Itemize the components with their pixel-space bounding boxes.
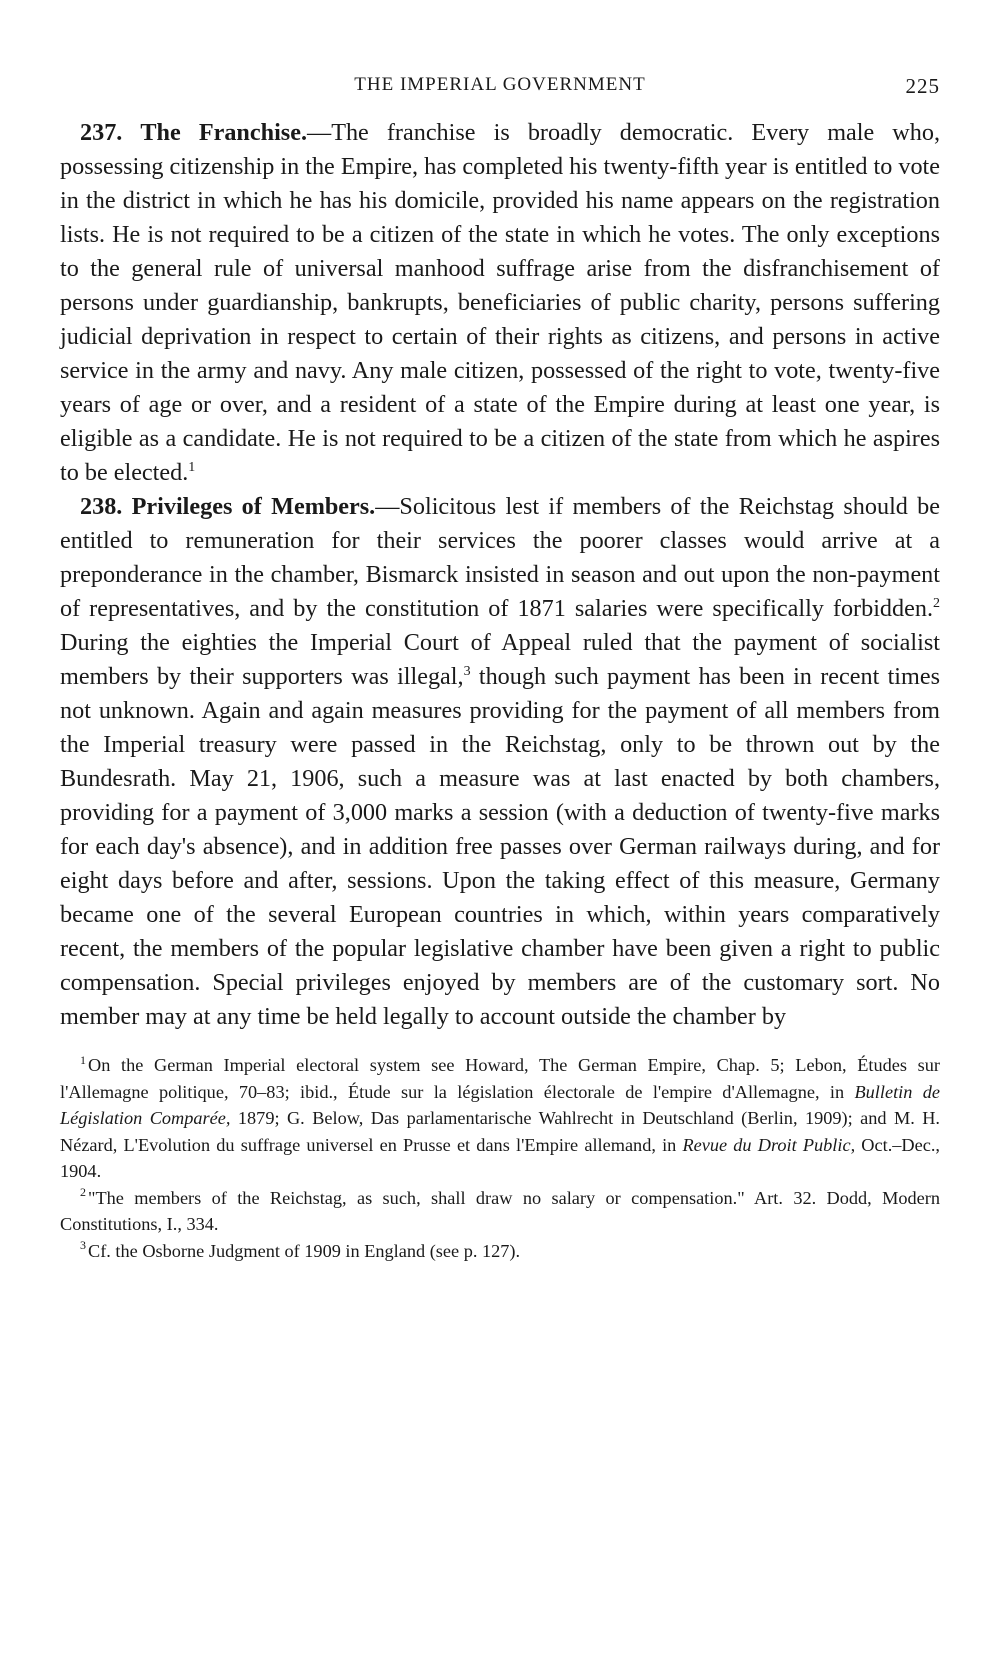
- footnote-mark: 3: [80, 1238, 86, 1253]
- section-text: During the eighties the Imperial Court of Appeal ruled that the payment of socialist members by their supporters was illegal,: [60, 629, 940, 690]
- section-number: 238.: [80, 493, 123, 520]
- section-number: 237.: [80, 119, 123, 146]
- page-number: 225: [905, 74, 940, 98]
- footnote-2: [60, 1185, 940, 1238]
- section-title: The Franchise.: [140, 119, 307, 146]
- section-text: though such payment has been in recent times not unknown. Again and again measures providing for the payment of all members from the Imperial treasury were passed in the Reichstag, only to be thrown out by the Bundesrath. May 21, 1906, such a measure was at last enacted by both chambers, providing for a payment of 3,000 marks a session (with a deduction of twenty-five marks for each day's absence), and in addition free passes over German railways during, and for eight days before and after, sessions. Upon the taking effect of this measure, Germany became one of the several European countries in which, within years comparatively recent, the members of the popular legislative chamber have been given a right to public compensation. Special privileges enjoyed by members are of the customary sort. No member may at any time be held legally to account outside the chamber by: [60, 663, 940, 1030]
- footnote-text: "The members of the Reichstag, as such, shall draw no salary or compensation." Art. 32. Dodd, Modern Constitutions, I., 334.: [60, 1187, 940, 1234]
- book-page: [60, 60, 940, 1264]
- section-title: Privileges of Members.: [131, 493, 376, 520]
- footnote-mark: 1: [80, 1052, 86, 1067]
- section-238-paragraph: [60, 490, 940, 1034]
- footnote-mark: 2: [80, 1185, 86, 1200]
- footnotes: [60, 1052, 940, 1264]
- section-text: —Solicitous lest if members of the Reichstag should be entitled to remuneration for their services the poorer classes would arrive at a preponderance in the chamber, Bismarck insisted in season and out upon the non-payment of representatives, and by the constitution of 1871 salaries were specifically forbidden.: [60, 493, 941, 622]
- running-title: THE IMPERIAL GOVERNMENT: [354, 74, 646, 95]
- section-text: —The franchise is broadly democratic. Every male who, possessing citizenship in the Empire, has completed his twenty-fifth year is entitled to vote in the district in which he has his domicile, provided his name appears on the registration lists. He is not required to be a citizen of the state in which he votes. The only exceptions to the general rule of universal manhood suffrage arise from the disfranchisement of persons under guardianship, bankrupts, beneficiaries of public charity, persons suffering judicial deprivation in respect to certain of their rights as citizens, and persons in active service in the army and navy. Any male citizen, possessed of the right to vote, twenty-five years of age or over, and a resident of a state of the Empire during at least one year, is eligible as a candidate. He is not required to be a citizen of the state from which he aspires to be elected.: [60, 119, 941, 486]
- footnote-1: [60, 1052, 940, 1185]
- footnote-text: On the German Imperial electoral system see Howard, The German Empire, Chap. 5; Lebon, Études sur l'Allemagne politique, 70–83; ibid., Étude sur la législation électorale de l'empire d'Allemagne, in: [60, 1055, 940, 1102]
- footnote-ref[interactable]: 3: [463, 663, 471, 679]
- footnote-text: Cf. the Osborne Judgment of 1909 in England (see p. 127).: [88, 1240, 521, 1261]
- footnote-text: Oct.–Dec., 1904.: [60, 1134, 940, 1181]
- body-text: [60, 116, 940, 1034]
- footnote-3: [60, 1238, 940, 1265]
- footnote-text: 1879; G. Below, Das parlamentarische Wahlrecht in Deutschland (Berlin, 1909); and M. H. Nézard, L'Evolution du suffrage universel en Prusse et dans l'Empire allemand, in: [60, 1108, 940, 1155]
- footnote-ref[interactable]: 1: [188, 459, 196, 475]
- section-237-paragraph: [60, 116, 940, 490]
- journal-title: Revue du Droit Public,: [682, 1134, 856, 1155]
- footnote-ref[interactable]: 2: [933, 595, 940, 611]
- journal-title: Bulletin de Législation Comparée,: [60, 1081, 940, 1128]
- running-head: [60, 60, 940, 100]
